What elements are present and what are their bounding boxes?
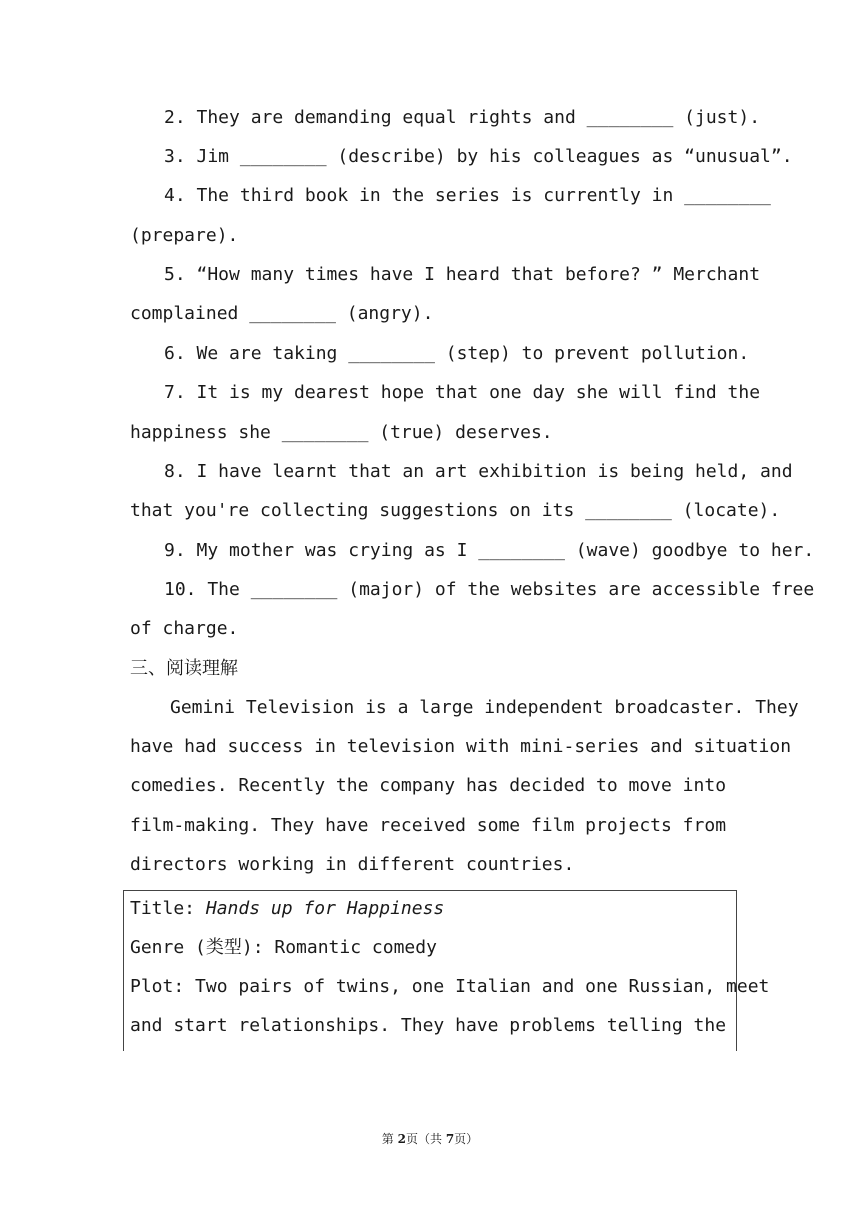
film-plot-line-1: Plot: Two pairs of twins, one Italian and one Russian, meet [130, 976, 770, 997]
exercise-line-3: 3. Jim ________ (describe) by his colleagues as “unusual”. [164, 146, 793, 167]
film-title-line [130, 896, 730, 922]
passage-line-4: film-making. They have received some film projects from [130, 815, 727, 836]
exercise-line-7-cont: happiness she ________ (true) deserves. [130, 422, 553, 443]
film-project-box [123, 890, 770, 1051]
footer-prefix: 第 [381, 1132, 398, 1146]
exercise-line-4: 4. The third book in the series is currently in ________ [164, 185, 771, 206]
passage-line-1: Gemini Television is a large independent broadcaster. They [170, 697, 799, 718]
film-genre-line: Genre (类型): Romantic comedy [130, 937, 437, 958]
footer-suffix: 页） [454, 1132, 479, 1146]
exercise-line-7: 7. It is my dearest hope that one day she will find the [164, 382, 761, 403]
page-footer [0, 1130, 860, 1147]
film-plot-line-2: and start relationships. They have problems telling the [130, 1015, 727, 1036]
footer-total-pages: 7 [445, 1132, 455, 1146]
passage-line-5: directors working in different countries. [130, 854, 575, 875]
footer-page-number: 2 [397, 1132, 406, 1146]
footer-mid: 页（共 [405, 1132, 446, 1146]
exercise-line-4-cont: (prepare). [130, 225, 239, 246]
exercise-line-5-cont: complained ________ (angry). [130, 303, 434, 324]
exercise-line-10-cont: of charge. [130, 618, 239, 639]
section-heading: 三、阅读理解 [130, 658, 238, 679]
film-title-value: Hands up for Happiness [205, 898, 445, 919]
exercise-line-8: 8. I have learnt that an art exhibition is being held, and [164, 461, 793, 482]
exercise-line-8-cont: that you're collecting suggestions on its ________ (locate). [130, 500, 781, 521]
exercise-line-5: 5. “How many times have I heard that before? ” Merchant [164, 264, 761, 285]
passage-line-3: comedies. Recently the company has decided to move into [130, 775, 727, 796]
exercise-line-9: 9. My mother was crying as I ________ (wave) goodbye to her. [164, 540, 815, 561]
exercise-line-10: 10. The ________ (major) of the websites are accessible free [164, 579, 815, 600]
passage-line-2: have had success in television with mini-series and situation [130, 736, 792, 757]
film-title-label: Title: [130, 898, 206, 919]
exercise-line-2: 2. They are demanding equal rights and ________ (just). [164, 107, 761, 128]
exercise-line-6: 6. We are taking ________ (step) to prevent pollution. [164, 343, 750, 364]
